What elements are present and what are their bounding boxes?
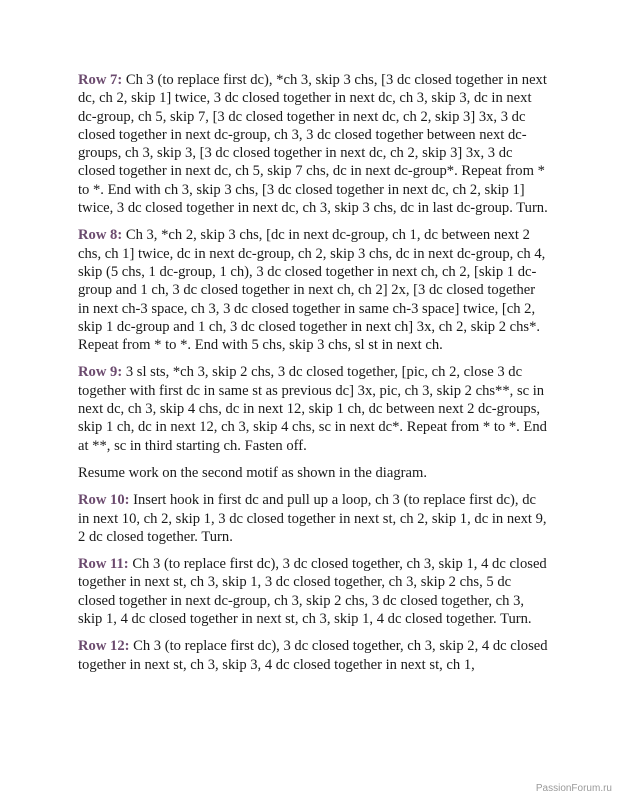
row-label: Row 9: — [78, 364, 123, 381]
row-instructions: Ch 3 (to replace first dc), 3 dc closed together, ch 3, skip 1, 4 dc closed together in next st, ch 3, skip 1, 3 dc closed together, ch 3, skip 2 chs, 5 dc closed together in next dc-group, ch 3, skip 2 chs, 3 dc closed together, ch 3, skip 1, 4 dc closed together in next st, ch 3, skip 1, 4 dc closed together. Turn. — [78, 556, 547, 628]
paragraph-resume-note — [78, 464, 548, 482]
paragraph-row-7 — [78, 71, 548, 217]
paragraph-row-11 — [78, 555, 548, 628]
row-instructions: Ch 3 (to replace first dc), 3 dc closed together, ch 3, skip 2, 4 dc closed together in next st, ch 3, skip 3, 4 dc closed together in next st, ch 1, — [78, 638, 548, 673]
row-instructions: 3 sl sts, *ch 3, skip 2 chs, 3 dc closed together, [pic, ch 2, close 3 dc together with first dc in same st as previous dc] 3x, pic, ch 3, skip 2 chs**, sc in next dc, ch 3, skip 4 chs, dc in next 12, skip 1 ch, dc between next 2 dc-groups, skip 1 ch, dc in next 12, ch 3, skip 4 chs, sc in next dc*. Repeat from * to *. End at **, sc in third starting ch. Fasten off. — [78, 364, 547, 454]
row-instructions: Ch 3 (to replace first dc), *ch 3, skip 3 chs, [3 dc closed together in next dc, ch 2, skip 1] twice, 3 dc closed together in next dc, ch 3, skip 3, dc in next dc-group, ch 5, skip 7, [3 dc closed together in next dc, ch 2, skip 3] 3x, 3 dc closed together in next dc-group, ch 3, 3 dc closed together between next dc-groups, ch 3, skip 3, [3 dc closed together in next dc, ch 2, skip 3] 3x, 3 dc closed together in next dc, ch 5, skip 7 chs, dc in next dc-group*. Repeat from * to *. End with ch 3, skip 3 chs, [3 dc closed together in next dc, ch 2, skip 1] twice, 3 dc closed together in next dc, ch 3, skip 3 chs, dc in last dc-group. Turn. — [78, 72, 548, 217]
row-label: Row 8: — [78, 227, 123, 244]
site-watermark: PassionForum.ru — [535, 783, 612, 794]
row-instructions: Ch 3, *ch 2, skip 3 chs, [dc in next dc-group, ch 1, dc between next 2 chs, ch 1] twice, dc in next dc-group, ch 2, skip 3 chs, dc in next dc-group, ch 4, skip (5 chs, 1 dc-group, 1 ch), 3 dc closed together in next ch, ch 2, [skip 1 dc-group and 1 ch, 3 dc closed together in next ch, ch 2] 2x, [3 dc closed together in next ch-3 space, ch 3, 3 dc closed together in same ch-3 space] twice, [ch 2, skip 1 dc-group and 1 ch, 3 dc closed together in next ch] 3x, ch 2, skip 2 chs*. Repeat from * to *. End with 5 chs, skip 3 chs, sl st in next ch. — [78, 227, 546, 354]
pattern-text-column — [78, 71, 548, 683]
paragraph-row-9 — [78, 363, 548, 454]
row-label: Row 12: — [78, 638, 130, 655]
row-label: Row 11: — [78, 556, 129, 573]
row-instructions: Insert hook in first dc and pull up a loop, ch 3 (to replace first dc), dc in next 10, ch 2, skip 1, 3 dc closed together in next st, ch 2, skip 1, dc in next 9, 2 dc closed together. Turn. — [78, 492, 547, 545]
row-label: Row 10: — [78, 492, 130, 509]
paragraph-row-10 — [78, 491, 548, 546]
paragraph-row-12 — [78, 637, 548, 674]
paragraph-row-8 — [78, 226, 548, 354]
row-label: Row 7: — [78, 72, 123, 88]
note-text: Resume work on the second motif as shown in the diagram. — [78, 464, 427, 481]
